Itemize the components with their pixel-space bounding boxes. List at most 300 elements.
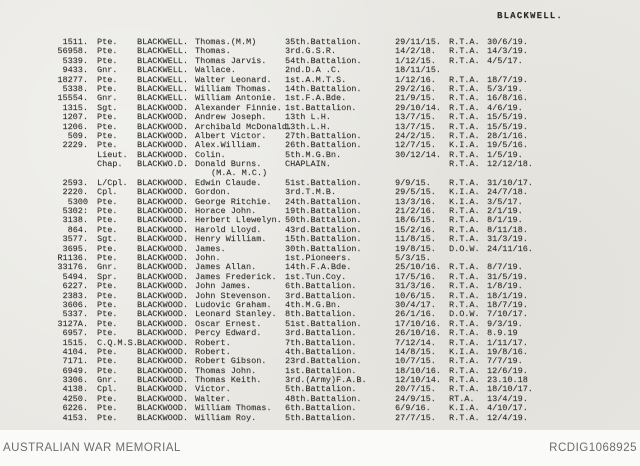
- cell-surname: BLACKWOOD.: [137, 393, 189, 404]
- cell-surname: BLACKWOOD.: [137, 187, 189, 198]
- cell-unit: 54th.Battalion.: [285, 55, 362, 66]
- cell-unit: 27th.Battalion.: [285, 130, 362, 141]
- cell-fate: D.O.W.: [449, 243, 480, 254]
- cell-enlisted: 9/9/15.: [395, 177, 431, 188]
- cell-surname: BLACKWELL.: [137, 37, 189, 47]
- cell-fate: R.T.A.: [449, 290, 480, 301]
- cell-surname: BLACKWOOD.: [137, 149, 189, 160]
- cell-number: 15554.: [57, 93, 88, 104]
- cell-fate: R.T.A.: [449, 412, 480, 423]
- cell-given_names: Herbert Llewelyn.: [195, 215, 282, 226]
- cell-date: 18/7/19.: [487, 299, 528, 310]
- cell-surname: BLACKWOOD.: [137, 318, 189, 329]
- cell-surname: BLACKWOOD.: [137, 215, 189, 226]
- cell-fate: K.I.A.: [449, 140, 480, 151]
- cell-enlisted: 21/2/16.: [395, 206, 436, 217]
- cell-number: 3577.: [62, 234, 88, 245]
- cell-given_names: Colin.: [195, 149, 226, 160]
- cell-rank: C.Q.M.S.: [97, 337, 138, 348]
- cell-surname: BLACKWOOD.: [137, 328, 189, 339]
- cell-surname: BLACKWELL.: [137, 55, 189, 66]
- cell-enlisted: 26/10/16.: [395, 328, 441, 339]
- cell-surname: BLACKWOOD.: [137, 206, 189, 217]
- cell-fate: R.T.A.: [449, 37, 480, 47]
- cell-fate: R.T.A.: [449, 318, 480, 329]
- cell-date: 24/11/16.: [487, 243, 533, 254]
- cell-fate: R.T.A.: [449, 121, 480, 132]
- cell-given_names: Robert.: [195, 337, 231, 348]
- cell-date: 24/7/18.: [487, 187, 528, 198]
- cell-date: 16/8/16.: [487, 93, 528, 104]
- cell-date: 3/5/17.: [487, 196, 523, 207]
- cell-number: [0, 151, 88, 160]
- cell-given_names: Wallace.: [195, 65, 236, 76]
- cell-surname: BLACKWOOD.: [137, 130, 189, 141]
- cell-given_names: Robert.: [195, 346, 231, 357]
- cell-enlisted: 5/3/15.: [395, 252, 431, 263]
- cell-surname: BLACKWOOD.: [137, 281, 189, 292]
- cell-enlisted: 21/9/15.: [395, 93, 436, 104]
- cell-unit: 5th.Battalion.: [285, 384, 357, 395]
- cell-unit: 23rd.Battalion.: [285, 356, 362, 367]
- cell-number: 5302:: [62, 206, 88, 217]
- cell-enlisted: 13/7/15.: [395, 112, 436, 123]
- cell-date: 8/7/19.: [487, 262, 523, 273]
- cell-enlisted: 10/7/15.: [395, 356, 436, 367]
- cell-enlisted: 13/3/16.: [395, 196, 436, 207]
- cell-given_names: Leonard Stanley.: [195, 309, 277, 320]
- cell-number: R1136.: [57, 252, 88, 263]
- cell-given_names: Thomas John.: [195, 365, 257, 376]
- cell-surname: BLACKWOOD.: [137, 271, 189, 282]
- cell-date: 7/7/19.: [487, 356, 523, 367]
- cell-unit: 43rd.Battalion.: [285, 224, 362, 235]
- cell-rank: Pte.: [97, 112, 118, 123]
- cell-rank: Pte.: [97, 206, 118, 217]
- cell-rank: Pte.: [97, 74, 118, 85]
- cell-given_names: James Allan.: [195, 262, 257, 273]
- roll-row: [0, 414, 640, 423]
- cell-fate: RT.A.: [449, 393, 475, 404]
- cell-given_names: Horace John.: [195, 206, 257, 217]
- cell-given_names: Alexander Finnie.: [195, 102, 282, 113]
- cell-enlisted: 18/6/15.: [395, 215, 436, 226]
- cell-surname: BLACKWELL.: [137, 46, 189, 57]
- cell-enlisted: 24/9/15.: [395, 393, 436, 404]
- cell-fate: R.T.A.: [449, 112, 480, 123]
- cell-fate: R.T.A.: [449, 328, 480, 339]
- cell-given_names: Ludovic Graham.: [195, 299, 272, 310]
- cell-surname: BLACKWOOD.: [137, 299, 189, 310]
- cell-number: 56958.: [57, 46, 88, 57]
- cell-enlisted: 29/10/14.: [395, 102, 441, 113]
- cell-number: 1206.: [62, 121, 88, 132]
- cell-date: 1/11/17.: [487, 337, 528, 348]
- cell-surname: BLACKWOOD.: [137, 102, 189, 113]
- cell-date: 31/3/19.: [487, 234, 528, 245]
- cell-enlisted: 26/1/16.: [395, 309, 436, 320]
- cell-enlisted: 12/10/14.: [395, 375, 441, 386]
- cell-rank: Sgt.: [97, 234, 118, 245]
- cell-surname: BLACKWOOD.: [137, 346, 189, 357]
- cell-number: 2593.: [62, 177, 88, 188]
- cell-given_names: Archibald McDonald.: [195, 121, 292, 132]
- cell-unit: 1st.F.A.Bde.: [285, 93, 347, 104]
- cell-surname: BLACKWOOD.: [137, 290, 189, 301]
- cell-unit: 3rd.(Army)F.A.B.: [285, 375, 367, 386]
- cell-enlisted: 13/7/15.: [395, 121, 436, 132]
- cell-number: 33176.: [57, 262, 88, 273]
- roll-row: [0, 160, 640, 169]
- cell-number: 3127A.: [57, 318, 88, 329]
- cell-given_names: Percy Edward.: [195, 328, 262, 339]
- cell-surname: BLACKWOOD.: [137, 121, 189, 132]
- cell-rank: Gnr.: [97, 375, 118, 386]
- cell-date: 12/12/18.: [487, 159, 533, 170]
- cell-fate: R.T.A.: [449, 262, 480, 273]
- cell-rank: Spr.: [97, 271, 118, 282]
- cell-fate: R.T.A.: [449, 83, 480, 94]
- cell-given_names: William Thomas.: [195, 83, 272, 94]
- cell-fate: D.O.W.: [449, 309, 480, 320]
- cell-number: 1511.: [62, 37, 88, 47]
- cell-given_names: William Roy.: [195, 412, 257, 423]
- cell-number: 2229.: [62, 140, 88, 151]
- cell-number: 4138.: [62, 384, 88, 395]
- cell-given_names: Oscar Ernest.: [195, 318, 262, 329]
- cell-given_names: Thomas Keith.: [195, 375, 262, 386]
- cell-surname: BLACKWOOD.: [137, 365, 189, 376]
- cell-given_names: John.: [195, 252, 221, 263]
- cell-fate: R.T.A.: [449, 356, 480, 367]
- cell-given_names: Donald Burns.: [195, 159, 262, 170]
- cell-date: 4/5/17.: [487, 55, 523, 66]
- cell-number: 1207.: [62, 112, 88, 123]
- cell-rank: Gnr.: [97, 262, 118, 273]
- cell-fate: R.T.A.: [449, 384, 480, 395]
- cell-enlisted: 1/12/15.: [395, 55, 436, 66]
- cell-enlisted: 19/8/15.: [395, 243, 436, 254]
- cell-enlisted: [395, 160, 449, 169]
- cell-date: 12/4/19.: [487, 412, 528, 423]
- roll-table: [0, 38, 640, 423]
- cell-rank: Pte.: [97, 130, 118, 141]
- cell-rank: Pte.: [97, 299, 118, 310]
- cell-unit: 3rd.G.S.R.: [285, 46, 337, 57]
- cell-number: 18277.: [57, 74, 88, 85]
- cell-rank: Pte.: [97, 365, 118, 376]
- cell-fate: R.T.A.: [449, 93, 480, 104]
- cell-number: [0, 160, 88, 169]
- cell-fate: R.T.A.: [449, 149, 480, 160]
- cell-enlisted: 14/2/18.: [395, 46, 436, 57]
- cell-date: 8/11/18.: [487, 224, 528, 235]
- cell-surname: BLACKWOOD.: [137, 403, 189, 414]
- cell-date: 23.10.18: [487, 375, 528, 386]
- cell-unit: 1st.Tun.Coy.: [285, 271, 347, 282]
- cell-rank: Pte.: [97, 412, 118, 423]
- cell-enlisted: 15/2/16.: [395, 224, 436, 235]
- cell-fate: R.T.A.: [449, 234, 480, 245]
- cell-unit: 13th.L.H.: [285, 121, 331, 132]
- cell-unit: 48th.Battalion.: [285, 393, 362, 404]
- cell-given_names: Victor.: [195, 384, 231, 395]
- cell-unit: 15th.Battalion.: [285, 234, 362, 245]
- cell-number: 4153.: [62, 412, 88, 423]
- cell-given_names: Andrew Joseph.: [195, 112, 267, 123]
- cell-number: 3695.: [62, 243, 88, 254]
- cell-number: 3606.: [62, 299, 88, 310]
- cell-fate: R.T.A.: [449, 159, 480, 170]
- cell-fate: R.T.A.: [449, 271, 480, 282]
- cell-surname: BLACKWOOD.: [137, 234, 189, 245]
- cell-date: 18/1/19.: [487, 290, 528, 301]
- cell-date: 15/5/19.: [487, 112, 528, 123]
- cell-date: 4/10/17.: [487, 403, 528, 414]
- cell-date: 30/6/19.: [487, 37, 528, 47]
- cell-number: 1315.: [62, 102, 88, 113]
- cell-given_names: Thomas Jarvis.: [195, 55, 267, 66]
- cell-unit: 3rd.Battalion.: [285, 290, 357, 301]
- cell-rank: Gnr.: [97, 65, 118, 76]
- cell-unit: 1st.Battalion.: [285, 102, 357, 113]
- cell-enlisted: 29/2/16.: [395, 83, 436, 94]
- cell-number: 509.: [67, 130, 88, 141]
- cell-unit: 6th.Battalion.: [285, 281, 357, 292]
- cell-date: 4/6/19.: [487, 102, 523, 113]
- cell-enlisted: 18/11/15.: [395, 65, 441, 76]
- cell-unit: 7th.Battalion.: [285, 337, 357, 348]
- cell-unit: 51st.Battalion.: [285, 318, 362, 329]
- cell-rank: Pte.: [97, 252, 118, 263]
- cell-number: 4104.: [62, 346, 88, 357]
- cell-unit: 13th L.H.: [285, 112, 331, 123]
- cell-rank: Pte.: [97, 346, 118, 357]
- cell-number: 2383.: [62, 290, 88, 301]
- cell-enlisted: 20/7/15.: [395, 384, 436, 395]
- cell-unit: 1st.Pioneers.: [285, 252, 352, 263]
- cell-rank: Pte.: [97, 309, 118, 320]
- cell-enlisted: 25/10/16.: [395, 262, 441, 273]
- cell-fate: R.T.A.: [449, 215, 480, 226]
- cell-rank: Lieut.: [97, 149, 128, 160]
- cell-rank: Pte.: [97, 356, 118, 367]
- cell-surname: BLACKWOOD.: [137, 177, 189, 188]
- cell-enlisted: 17/5/16.: [395, 271, 436, 282]
- cell-fate: K.I.A.: [449, 196, 480, 207]
- cell-unit: 24th.Battalion.: [285, 196, 362, 207]
- cell-given_names: Albert Victor.: [195, 130, 267, 141]
- cell-date: 9/3/19.: [487, 318, 523, 329]
- cell-fate: R.T.A.: [449, 224, 480, 235]
- cell-number: 9433.: [62, 65, 88, 76]
- cell-given_names: Robert Gibson.: [195, 356, 267, 367]
- cell-surname: BLACKWOOD.: [137, 412, 189, 423]
- cell-unit: 1st.Battalion.: [285, 365, 357, 376]
- cell-rank: Pte.: [97, 290, 118, 301]
- cell-number: 5338.: [62, 83, 88, 94]
- cell-rank: Pte.: [97, 393, 118, 404]
- cell-enlisted: 31/3/16.: [395, 281, 436, 292]
- cell-number: 6957.: [62, 328, 88, 339]
- cell-enlisted: 30/4/17.: [395, 299, 436, 310]
- cell-date: 14/3/19.: [487, 46, 528, 57]
- cell-fate: R.T.A.: [449, 46, 480, 57]
- cell-date: 5/3/19.: [487, 83, 523, 94]
- cell-rank: Chap.: [97, 159, 123, 170]
- cell-surname: BLACKWO.D.: [137, 159, 189, 170]
- cell-unit: 50th.Battalion.: [285, 215, 362, 226]
- cell-number: 6227.: [62, 281, 88, 292]
- cell-unit: 8th.Battalion.: [285, 309, 357, 320]
- cell-fate: R.T.A.: [449, 281, 480, 292]
- annotation-line: (M.A. M.C.): [211, 168, 268, 179]
- cell-rank: Pte.: [97, 83, 118, 94]
- cell-enlisted: 10/6/15.: [395, 290, 436, 301]
- cell-enlisted: 29/11/15.: [395, 37, 441, 47]
- cell-unit: 6th.Battalion.: [285, 403, 357, 414]
- cell-fate: R.T.A.: [449, 55, 480, 66]
- cell-given_names: Edwin Claude.: [195, 177, 262, 188]
- cell-surname: BLACKWOOD.: [137, 375, 189, 386]
- cell-number: 1515.: [62, 337, 88, 348]
- cell-given_names: William Antonie.: [195, 93, 277, 104]
- cell-given_names: Harold Lloyd.: [195, 224, 262, 235]
- cell-date: 2/1/19.: [487, 206, 523, 217]
- cell-given_names: Alex.William.: [195, 140, 262, 151]
- cell-enlisted: 6/9/16.: [395, 403, 431, 414]
- cell-rank: Cpl.: [97, 384, 118, 395]
- cell-date: 15/5/19.: [487, 121, 528, 132]
- cell-number: 6949.: [62, 365, 88, 376]
- cell-surname: BLACKWOOD.: [137, 196, 189, 207]
- cell-date: 19/5/16.: [487, 140, 528, 151]
- cell-unit: 3rd.T.M.B.: [285, 187, 337, 198]
- cell-number: 3138.: [62, 215, 88, 226]
- cell-fate: R.T.A.: [449, 299, 480, 310]
- cell-given_names: John James.: [195, 281, 252, 292]
- cell-date: 18/10/17.: [487, 384, 533, 395]
- cell-rank: Gnr.: [97, 93, 118, 104]
- cell-enlisted: 1/12/16.: [395, 74, 436, 85]
- cell-unit: 14th.Battalion.: [285, 83, 362, 94]
- cell-surname: BLACKWOOD.: [137, 112, 189, 123]
- cell-unit: 5th.Battalion.: [285, 412, 357, 423]
- cell-number: 2220.: [62, 187, 88, 198]
- cell-enlisted: 11/8/15.: [395, 234, 436, 245]
- cell-given_names: James.: [195, 243, 226, 254]
- cell-rank: Pte.: [97, 37, 118, 47]
- cell-rank: Pte.: [97, 215, 118, 226]
- cell-surname: BLACKWOOD.: [137, 140, 189, 151]
- cell-date: 12/6/19.: [487, 365, 528, 376]
- cell-enlisted: 7/12/14.: [395, 337, 436, 348]
- cell-unit: 51st.Battalion.: [285, 177, 362, 188]
- cell-fate: K.I.A.: [449, 403, 480, 414]
- cell-number: 5300: [67, 196, 88, 207]
- cell-number: 5494.: [62, 271, 88, 282]
- cell-unit: 4th.M.G.Bn.: [285, 299, 342, 310]
- cell-date: 13/4/19.: [487, 393, 528, 404]
- cell-unit: 5th.M.G.Bn.: [285, 149, 342, 160]
- cell-number: 5337.: [62, 309, 88, 320]
- cell-rank: Pte.: [97, 224, 118, 235]
- cell-given_names: Walter.: [195, 393, 231, 404]
- cell-rank: Pte.: [97, 243, 118, 254]
- cell-surname: BLACKWOOD.: [137, 356, 189, 367]
- cell-fate: R.T.A.: [449, 74, 480, 85]
- cell-given_names: Henry William.: [195, 234, 267, 245]
- cell-fate: R.T.A.: [449, 337, 480, 348]
- cell-rank: Pte.: [97, 121, 118, 132]
- cell-unit: 3rd.Battalion.: [285, 328, 357, 339]
- archive-name-label: AUSTRALIAN WAR MEMORIAL: [3, 442, 181, 454]
- cell-unit: 2nd.D.A .C.: [285, 65, 342, 76]
- cell-given_names: William Thomas.: [195, 403, 272, 414]
- cell-rank: Pte.: [97, 46, 118, 57]
- cell-surname: BLACKWOOD.: [137, 243, 189, 254]
- cell-enlisted: 17/10/16.: [395, 318, 441, 329]
- cell-enlisted: 30/12/14.: [395, 149, 441, 160]
- cell-rank: Pte.: [97, 328, 118, 339]
- cell-surname: BLACKWELL.: [137, 93, 189, 104]
- cell-surname: BLACKWELL.: [137, 83, 189, 94]
- page-title: BLACKWELL.: [496, 11, 563, 21]
- cell-given_names: George Ritchie.: [195, 196, 272, 207]
- cell-rank: L/Cpl.: [97, 177, 128, 188]
- cell-enlisted: 27/7/15.: [395, 412, 436, 423]
- cell-rank: Pte.: [97, 196, 118, 207]
- cell-date: 31/5/19.: [487, 271, 528, 282]
- cell-rank: Pte.: [97, 281, 118, 292]
- cell-date: 19/8/16.: [487, 346, 528, 357]
- cell-fate: R.T.A.: [449, 177, 480, 188]
- cell-rank: Pte.: [97, 55, 118, 66]
- cell-number: 6226.: [62, 403, 88, 414]
- cell-date: 1/5/19.: [487, 149, 523, 160]
- cell-fate: R.T.A.: [449, 375, 480, 386]
- cell-fate: R.T.A.: [449, 130, 480, 141]
- cell-fate: K.I.A.: [449, 187, 480, 198]
- cell-given_names: Walter Leonard.: [195, 74, 272, 85]
- cell-enlisted: 29/5/15.: [395, 187, 436, 198]
- cell-surname: BLACKWELL.: [137, 74, 189, 85]
- cell-rank: Pte.: [97, 403, 118, 414]
- cell-date: 18/7/19.: [487, 74, 528, 85]
- cell-rank: Cpl.: [97, 187, 118, 198]
- cell-enlisted: 12/7/15.: [395, 140, 436, 151]
- cell-surname: BLACKWOOD.: [137, 384, 189, 395]
- cell-rank: Pte.: [97, 140, 118, 151]
- digitisation-footer-bar: [0, 430, 640, 466]
- cell-unit: 26th.Battalion.: [285, 140, 362, 151]
- cell-given_names: John Stevenson.: [195, 290, 272, 301]
- cell-date: 28/1/16.: [487, 130, 528, 141]
- cell-number: 4250.: [62, 393, 88, 404]
- cell-given_names: Gordon.: [195, 187, 231, 198]
- record-id-label: RCDIG1068925: [549, 442, 637, 454]
- cell-fate: R.T.A.: [449, 365, 480, 376]
- cell-unit: CHAPLAIN.: [285, 159, 331, 170]
- cell-surname: BLACKWELL.: [137, 65, 189, 76]
- cell-date: 7/10/17.: [487, 309, 528, 320]
- cell-number: 7171.: [62, 356, 88, 367]
- cell-surname: BLACKWOOD.: [137, 224, 189, 235]
- cell-enlisted: 14/8/15.: [395, 346, 436, 357]
- cell-given_names: Thomas.(M.M): [195, 37, 257, 47]
- cell-date: 31/10/17.: [487, 177, 533, 188]
- cell-given_names: Thomas.: [195, 46, 231, 57]
